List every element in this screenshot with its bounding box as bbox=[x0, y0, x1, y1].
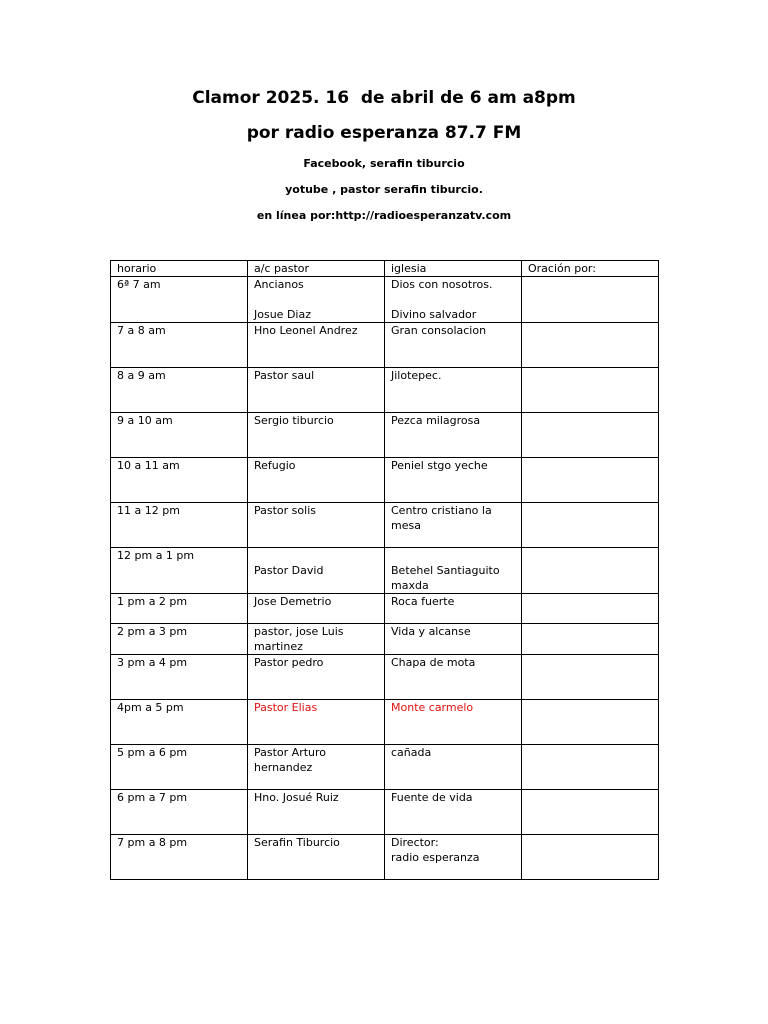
page-title-line-1: Clamor 2025. 16 de abril de 6 am a8pm bbox=[192, 88, 576, 108]
cell-pastor-highlighted: Pastor Elias bbox=[248, 700, 385, 745]
cell-iglesia: Dios con nosotros. Divino salvador bbox=[385, 277, 522, 323]
table-row bbox=[111, 368, 659, 413]
cell-pastor: Serafin Tiburcio bbox=[248, 835, 385, 880]
table-row bbox=[111, 413, 659, 458]
cell-iglesia: Director: radio esperanza bbox=[385, 835, 522, 880]
table-row bbox=[111, 594, 659, 624]
cell-oracion bbox=[522, 835, 659, 880]
cell-horario: 6 pm a 7 pm bbox=[111, 790, 248, 835]
cell-horario: 1 pm a 2 pm bbox=[111, 594, 248, 624]
cell-oracion bbox=[522, 745, 659, 790]
cell-iglesia: Fuente de vida bbox=[385, 790, 522, 835]
cell-iglesia: Vida y alcanse bbox=[385, 624, 522, 655]
column-header-horario: horario bbox=[111, 261, 248, 277]
cell-oracion bbox=[522, 503, 659, 548]
youtube-line: yotube , pastor serafin tiburcio. bbox=[285, 183, 483, 196]
cell-horario: 6ª 7 am bbox=[111, 277, 248, 323]
cell-iglesia: Peniel stgo yeche bbox=[385, 458, 522, 503]
cell-horario: 4pm a 5 pm bbox=[111, 700, 248, 745]
table-row bbox=[111, 323, 659, 368]
cell-horario: 12 pm a 1 pm bbox=[111, 548, 248, 594]
table-row bbox=[111, 503, 659, 548]
cell-pastor: Ancianos Josue Diaz bbox=[248, 277, 385, 323]
cell-pastor: Jose Demetrio bbox=[248, 594, 385, 624]
cell-iglesia: Chapa de mota bbox=[385, 655, 522, 700]
cell-iglesia: Jilotepec. bbox=[385, 368, 522, 413]
cell-pastor: pastor, jose Luis martinez bbox=[248, 624, 385, 655]
cell-iglesia: Gran consolacion bbox=[385, 323, 522, 368]
table-row bbox=[111, 277, 659, 323]
facebook-line: Facebook, serafin tiburcio bbox=[303, 157, 465, 170]
cell-oracion bbox=[522, 624, 659, 655]
cell-oracion bbox=[522, 277, 659, 323]
cell-horario: 3 pm a 4 pm bbox=[111, 655, 248, 700]
cell-iglesia: Betehel Santiaguito maxda bbox=[385, 548, 522, 594]
cell-pastor: Hno. Josué Ruiz bbox=[248, 790, 385, 835]
table-row bbox=[111, 700, 659, 745]
cell-pastor: Refugio bbox=[248, 458, 385, 503]
table-row bbox=[111, 458, 659, 503]
cell-horario: 8 a 9 am bbox=[111, 368, 248, 413]
cell-oracion bbox=[522, 323, 659, 368]
cell-pastor: Pastor solis bbox=[248, 503, 385, 548]
cell-horario: 7 pm a 8 pm bbox=[111, 835, 248, 880]
cell-oracion bbox=[522, 413, 659, 458]
cell-oracion bbox=[522, 368, 659, 413]
table-row bbox=[111, 624, 659, 655]
cell-iglesia: Centro cristiano la mesa bbox=[385, 503, 522, 548]
table-row bbox=[111, 835, 659, 880]
cell-horario: 5 pm a 6 pm bbox=[111, 745, 248, 790]
cell-horario: 10 a 11 am bbox=[111, 458, 248, 503]
cell-pastor: Pastor saul bbox=[248, 368, 385, 413]
cell-horario: 2 pm a 3 pm bbox=[111, 624, 248, 655]
cell-iglesia: Roca fuerte bbox=[385, 594, 522, 624]
cell-pastor: Sergio tiburcio bbox=[248, 413, 385, 458]
cell-oracion bbox=[522, 594, 659, 624]
table-row bbox=[111, 548, 659, 594]
column-header-iglesia: iglesia bbox=[385, 261, 522, 277]
cell-pastor: Pastor pedro bbox=[248, 655, 385, 700]
cell-pastor: Hno Leonel Andrez bbox=[248, 323, 385, 368]
cell-oracion bbox=[522, 655, 659, 700]
cell-pastor: Pastor David bbox=[248, 548, 385, 594]
cell-oracion bbox=[522, 700, 659, 745]
table-row bbox=[111, 655, 659, 700]
cell-iglesia: cañada bbox=[385, 745, 522, 790]
cell-pastor: Pastor Arturo hernandez bbox=[248, 745, 385, 790]
cell-iglesia-highlighted: Monte carmelo bbox=[385, 700, 522, 745]
cell-horario: 9 a 10 am bbox=[111, 413, 248, 458]
column-header-oracion: Oración por: bbox=[522, 261, 659, 277]
table-row bbox=[111, 745, 659, 790]
cell-oracion bbox=[522, 790, 659, 835]
column-header-pastor: a/c pastor bbox=[248, 261, 385, 277]
online-line: en línea por:http://radioesperanzatv.com bbox=[256, 209, 512, 222]
page-title-line-2: por radio esperanza 87.7 FM bbox=[246, 123, 522, 143]
cell-oracion bbox=[522, 548, 659, 594]
cell-oracion bbox=[522, 458, 659, 503]
table-header-row bbox=[111, 261, 659, 277]
cell-iglesia: Pezca milagrosa bbox=[385, 413, 522, 458]
table-row bbox=[111, 790, 659, 835]
cell-horario: 11 a 12 pm bbox=[111, 503, 248, 548]
schedule-table bbox=[110, 260, 659, 880]
cell-horario: 7 a 8 am bbox=[111, 323, 248, 368]
